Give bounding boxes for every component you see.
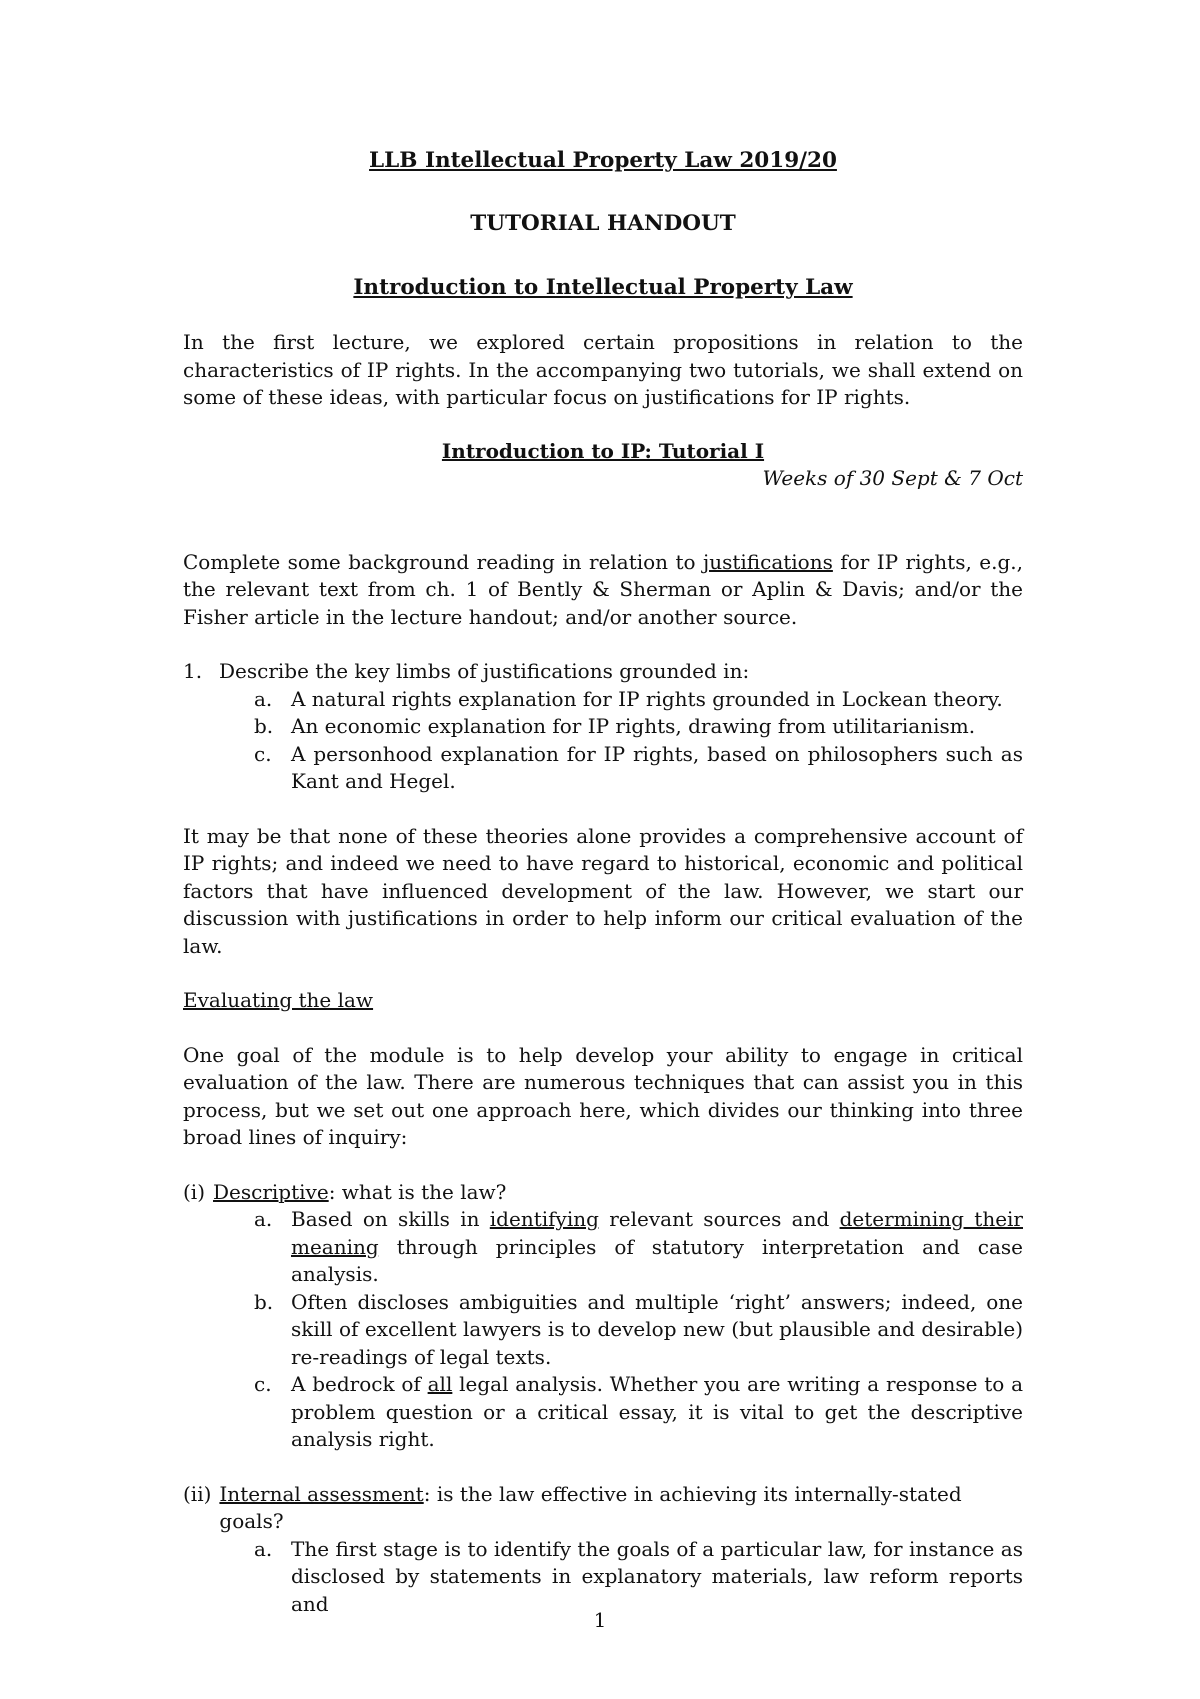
internal-assessment-label: Internal assessment — [219, 1481, 424, 1506]
internal-assessment-subitems — [183, 1536, 1023, 1619]
underlined-term: identifying — [489, 1207, 599, 1231]
roman-numeral: (i) — [183, 1179, 206, 1204]
item-letter: c. — [254, 741, 272, 766]
descriptive-heading — [183, 1179, 1023, 1207]
item-text — [291, 1371, 1023, 1454]
topic-title: Introduction to Intellectual Property Law — [353, 275, 853, 300]
descriptive-question: : what is the law? — [328, 1179, 507, 1204]
course-title: LLB Intellectual Property Law 2019/20 — [369, 148, 837, 173]
item-letter: b. — [254, 1289, 274, 1314]
question-1 — [183, 658, 1023, 796]
question-1-stem — [183, 658, 1023, 686]
item-text: An economic explanation for IP rights, drawing from utilitarianism. — [291, 714, 976, 738]
item-letter: b. — [254, 714, 274, 738]
page-number: 1 — [593, 1608, 607, 1632]
question-text: Describe the key limbs of justifications grounded in: — [219, 659, 750, 683]
list-item — [254, 741, 1023, 796]
list-item — [254, 1206, 1023, 1289]
theories-paragraph: It may be that none of these theories alone provides a comprehensive account of IP rights; and indeed we need to have regard to historical, economic and political factors that have influenced development of the law. However, we start our discussion with justifications in order to help inform our critical evaluation of the law. — [183, 823, 1023, 958]
evaluating-heading: Evaluating the law — [183, 988, 374, 1012]
item-letter: a. — [254, 1536, 273, 1561]
intro-paragraph: In the first lecture, we explored certain propositions in relation to the characteristics of IP rights. In the accompanying two tutorials, we shall extend on some of these ideas, with particular focus on justifications for IP rights. — [183, 330, 1023, 409]
reading-text-after: for IP rights, e.g., the relevant text from ch. 1 of Bently & Sherman or Aplin & Davis; and/or the Fisher article in the lecture handout; and/or another source. — [183, 549, 1023, 629]
text-run: relevant sources and — [598, 1207, 840, 1231]
list-item — [254, 1536, 1023, 1619]
descriptive-subitems — [183, 1206, 1023, 1454]
list-item — [254, 686, 1023, 714]
item-letter: a. — [254, 686, 273, 711]
document-body — [183, 147, 1023, 1618]
tutorial-title: Introduction to IP: Tutorial I — [441, 438, 765, 463]
list-item — [254, 1371, 1023, 1454]
item-text — [291, 1206, 1023, 1289]
descriptive-line — [213, 1179, 506, 1207]
item-text: Often discloses ambiguities and multiple ‘right’ answers; indeed, one skill of excellent lawyers is to develop new (but plausible and desirable) re-readings of legal texts. — [291, 1289, 1023, 1369]
item-letter: a. — [254, 1207, 273, 1231]
descriptive-label: Descriptive — [213, 1179, 329, 1204]
question-number: 1. — [183, 659, 203, 683]
item-letter: c. — [254, 1372, 272, 1396]
internal-assessment-line — [219, 1481, 1023, 1536]
list-item — [254, 1289, 1023, 1372]
handout-label: TUTORIAL HANDOUT — [470, 211, 736, 236]
tutorial-weeks: Weeks of 30 Sept & 7 Oct — [762, 466, 1023, 490]
item-text: The first stage is to identify the goals of a particular law, for instance as disclosed by statements in explanatory materials, law reform reports and — [291, 1536, 1023, 1616]
descriptive-section — [183, 1179, 1023, 1454]
roman-numeral: (ii) — [183, 1481, 212, 1506]
underlined-term: all — [427, 1372, 453, 1396]
reading-paragraph — [183, 549, 1023, 632]
underlined-term: determining their meaning — [291, 1207, 1023, 1259]
internal-assessment-heading — [183, 1481, 1023, 1536]
internal-assessment-section — [183, 1481, 1023, 1619]
text-run: legal analysis. Whether you are writing a response to a problem question or a critical essay, it is vital to get the descriptive analysis right. — [291, 1372, 1024, 1451]
text-run: Based on skills in — [291, 1207, 490, 1231]
internal-assessment-question: : is the law effective in achieving its internally-stated goals? — [219, 1481, 962, 1533]
text-run: through principles of statutory interpretation and case analysis. — [291, 1234, 1023, 1286]
question-1-subitems — [183, 686, 1023, 796]
evaluating-intro: One goal of the module is to help develop your ability to engage in critical evaluation of the law. There are numerous techniques that can assist you in this process, but we set out one approach here, which divides our thinking into three broad lines of inquiry: — [183, 1042, 1023, 1149]
reading-text-before: Complete some background reading in relation to — [183, 549, 703, 574]
item-text: A natural rights explanation for IP rights grounded in Lockean theory. — [291, 686, 1003, 711]
list-item — [254, 713, 1023, 741]
item-text: A personhood explanation for IP rights, based on philosophers such as Kant and Hegel. — [291, 741, 1023, 793]
reading-underlined-term: justifications — [703, 549, 833, 574]
text-run: A bedrock of — [291, 1372, 428, 1396]
